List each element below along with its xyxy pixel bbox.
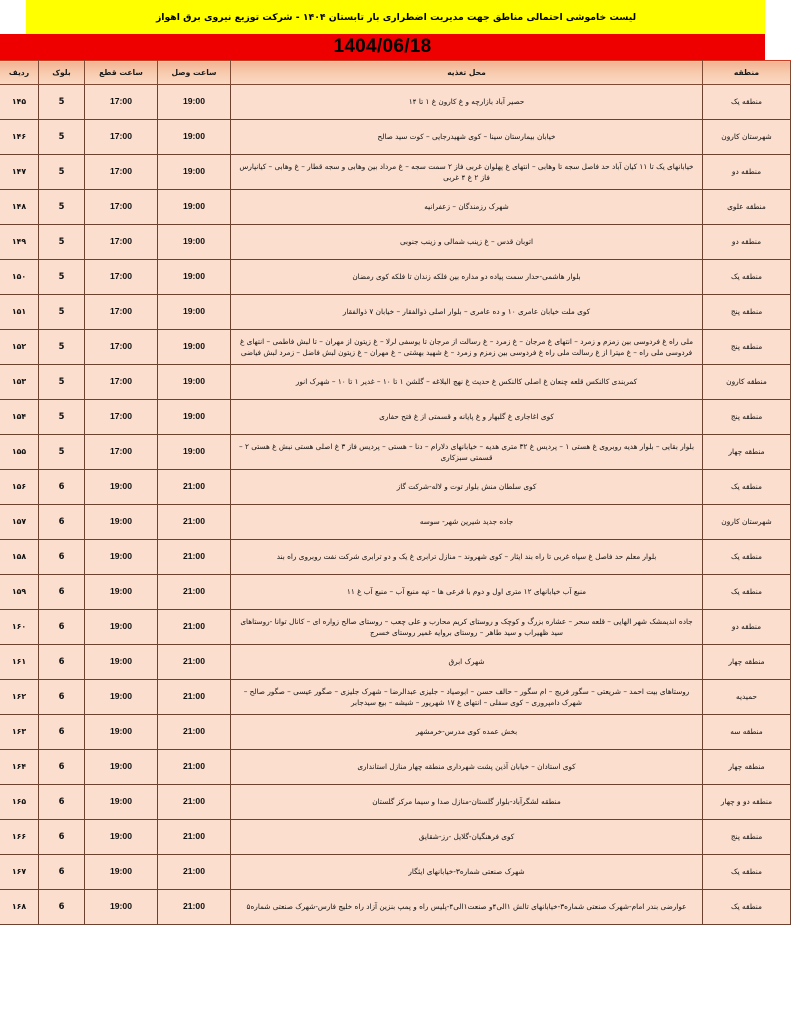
cell-restore: 21:00 — [158, 750, 231, 785]
outage-table — [0, 60, 791, 925]
table-row — [0, 610, 791, 645]
cell-restore: 21:00 — [158, 575, 231, 610]
cell-cut: 19:00 — [85, 540, 158, 575]
cell-block: 5 — [39, 190, 85, 225]
report-date: 1404/06/18 — [333, 36, 432, 57]
cell-restore: 21:00 — [158, 715, 231, 750]
cell-region: منطقه دو — [703, 225, 791, 260]
cell-rowidx: ۱۵۳ — [0, 365, 39, 400]
table-row — [0, 890, 791, 925]
table-row — [0, 85, 791, 120]
cell-block: 6 — [39, 470, 85, 505]
cell-rowidx: ۱۶۸ — [0, 890, 39, 925]
cell-rowidx: ۱۶۲ — [0, 680, 39, 715]
table-header-row — [0, 61, 791, 85]
cell-cut: 19:00 — [85, 855, 158, 890]
table-row — [0, 400, 791, 435]
table-row — [0, 715, 791, 750]
cell-place: کوی سلطان منش بلوار توت و لاله-شرکت گاز — [231, 470, 703, 505]
cell-place: بلوار بقایی – بلوار هدیه روبروی غ هستی ۱ – پردیس غ ۳۲ متری هدیه – خیابانهای دلارام – دنا – هستی – پردیس فاز ۳ غ اصلی هستی نبش غ هستی ۲ – قسمتی سبزکاری — [231, 435, 703, 470]
table-row — [0, 575, 791, 610]
table-row — [0, 120, 791, 155]
cell-place: شهرک رزمندگان – زعفرانیه — [231, 190, 703, 225]
cell-block: 5 — [39, 400, 85, 435]
cell-cut: 17:00 — [85, 435, 158, 470]
cell-cut: 19:00 — [85, 890, 158, 925]
table-row — [0, 260, 791, 295]
cell-place: خیابانهای یک تا ۱۱ کیان آباد حد فاصل سجه تا وهابی – انتهای غ پهلوان غربی فاز ۲ سمت سجه – غ مرداد بین وهابی و سجه قطار – غ وهابی – کیانپارس فاز ۲ غ ۴ غربی — [231, 155, 703, 190]
cell-place: بخش عمده کوی مدرس-خرمشهر — [231, 715, 703, 750]
cell-place: جاده اندیمشک شهر الهایی – قلعه سحر – عشاره بزرگ و کوچک و روستای کریم محارب و علی چعب – روستای صالح زواره ای – کانال توانا -روستاهای سید ظهیراب و سید طاهر – روستای بروایه غمیر روستای خسرج — [231, 610, 703, 645]
cell-cut: 17:00 — [85, 365, 158, 400]
cell-region: منطقه یک — [703, 540, 791, 575]
cell-region: منطقه کارون — [703, 365, 791, 400]
cell-block: 6 — [39, 505, 85, 540]
cell-place: منبع آب خیابانهای ۱۲ متری اول و دوم با فرعی ها – تپه منبع آب – منبع آب غ ۱۱ — [231, 575, 703, 610]
page-title: لیست خاموشی احتمالی مناطق جهت مدیریت اضطراری بار تابستان ۱۴۰۴ - شرکت توزیع نیروی برق اهواز — [155, 11, 637, 23]
table-row — [0, 505, 791, 540]
table-row — [0, 190, 791, 225]
cell-block: 5 — [39, 225, 85, 260]
cell-rowidx: ۱۴۷ — [0, 155, 39, 190]
cell-block: 6 — [39, 575, 85, 610]
cell-block: 6 — [39, 750, 85, 785]
cell-rowidx: ۱۴۶ — [0, 120, 39, 155]
cell-rowidx: ۱۵۴ — [0, 400, 39, 435]
cell-restore: 21:00 — [158, 785, 231, 820]
cell-restore: 19:00 — [158, 120, 231, 155]
cell-cut: 17:00 — [85, 190, 158, 225]
cell-block: 6 — [39, 785, 85, 820]
cell-block: 6 — [39, 715, 85, 750]
cell-restore: 19:00 — [158, 330, 231, 365]
cell-restore: 19:00 — [158, 155, 231, 190]
cell-place: بلوار هاشمی-حدار سمت پیاده دو مداره بین فلکه زندان تا فلکه کوی رمضان — [231, 260, 703, 295]
cell-region: منطقه یک — [703, 890, 791, 925]
cell-region: منطقه چهار — [703, 435, 791, 470]
cell-region: شهرستان کارون — [703, 505, 791, 540]
cell-cut: 19:00 — [85, 645, 158, 680]
cell-block: 5 — [39, 365, 85, 400]
cell-rowidx: ۱۶۶ — [0, 820, 39, 855]
cell-block: 5 — [39, 435, 85, 470]
cell-cut: 17:00 — [85, 85, 158, 120]
cell-cut: 19:00 — [85, 820, 158, 855]
cell-restore: 19:00 — [158, 225, 231, 260]
cell-rowidx: ۱۴۹ — [0, 225, 39, 260]
column-header-block[interactable]: بلوک — [39, 61, 85, 85]
cell-rowidx: ۱۴۵ — [0, 85, 39, 120]
cell-place: خیابان بیمارستان سینا – کوی شهیدرجایی – کوت سید صالح — [231, 120, 703, 155]
cell-region: منطقه دو — [703, 610, 791, 645]
cell-cut: 17:00 — [85, 225, 158, 260]
cell-block: 5 — [39, 295, 85, 330]
cell-cut: 17:00 — [85, 400, 158, 435]
cell-restore: 19:00 — [158, 400, 231, 435]
cell-restore: 19:00 — [158, 85, 231, 120]
cell-restore: 21:00 — [158, 540, 231, 575]
cell-place: ملی راه غ فردوسی بین زمزم و زمرد – انتهای غ مرجان – غ زمرد – غ رسالت از مرجان تا یوسفی لرلا – غ زیتون از مهران – تا لبش فاطمی – انتهای غ فردوسی ملی راه – غ میترا از غ رسالت ملی راه غ فردوسی بین زمزم و زمرد – غ شهید بهشتی – غ مهران – غ زیتون لبش فاضل – زمرد لبش فیاضی — [231, 330, 703, 365]
cell-rowidx: ۱۵۱ — [0, 295, 39, 330]
cell-rowidx: ۱۵۰ — [0, 260, 39, 295]
cell-rowidx: ۱۶۱ — [0, 645, 39, 680]
cell-place: کوی استادان – خیابان آذین پشت شهرداری منطقه چهار منازل استانداری — [231, 750, 703, 785]
table-row — [0, 820, 791, 855]
cell-restore: 21:00 — [158, 610, 231, 645]
cell-rowidx: ۱۶۴ — [0, 750, 39, 785]
cell-place: شهرک ابرق — [231, 645, 703, 680]
cell-region: منطقه پنج — [703, 330, 791, 365]
cell-block: 6 — [39, 610, 85, 645]
cell-rowidx: ۱۵۲ — [0, 330, 39, 365]
cell-rowidx: ۱۶۰ — [0, 610, 39, 645]
cell-place: کوی ملت خیابان عامری ۱۰ و ده عامری – بلوار اصلی ذوالفقار – خیابان ۷ ذوالفقار — [231, 295, 703, 330]
cell-rowidx: ۱۵۸ — [0, 540, 39, 575]
cell-rowidx: ۱۶۷ — [0, 855, 39, 890]
cell-region: منطقه پنج — [703, 820, 791, 855]
cell-restore: 19:00 — [158, 435, 231, 470]
table-header — [0, 61, 791, 85]
cell-cut: 17:00 — [85, 260, 158, 295]
cell-restore: 21:00 — [158, 855, 231, 890]
cell-cut: 19:00 — [85, 505, 158, 540]
cell-restore: 21:00 — [158, 470, 231, 505]
cell-place: روستاهای بیت احمد – شریعتی – سگور فریج – ام سگور – حالف حسن – ابوصیاد – جلیزی عبدالرضا – شهرک جلیزی – صگور عیسی – صگور صالح – شهرک دامپروری – کوی سفلی – انتهای غ ۱۷ شهریور – شیشه – بیع سیدجابر — [231, 680, 703, 715]
table-row — [0, 365, 791, 400]
cell-region: منطقه چهار — [703, 750, 791, 785]
cell-cut: 19:00 — [85, 610, 158, 645]
cell-place: جاده جدید شیرین شهر- سوسه — [231, 505, 703, 540]
cell-rowidx: ۱۶۳ — [0, 715, 39, 750]
cell-restore: 21:00 — [158, 505, 231, 540]
table-row — [0, 540, 791, 575]
cell-region: منطقه یک — [703, 855, 791, 890]
table-row — [0, 785, 791, 820]
table-row — [0, 680, 791, 715]
cell-cut: 17:00 — [85, 295, 158, 330]
cell-region: منطقه سه — [703, 715, 791, 750]
cell-block: 5 — [39, 260, 85, 295]
cell-rowidx: ۱۵۶ — [0, 470, 39, 505]
cell-block: 6 — [39, 820, 85, 855]
cell-cut: 19:00 — [85, 575, 158, 610]
cell-restore: 21:00 — [158, 680, 231, 715]
table-row — [0, 295, 791, 330]
cell-region: منطقه دو — [703, 155, 791, 190]
cell-place: عوارضی بندر امام-شهرک صنعتی شماره۳-خیابانهای تالش ۱الی۴و صنعت۱الی۴-پلیس راه و پمپ بنزین آزاد راه خلیج فارس-شهرک صنعتی شماره۵ — [231, 890, 703, 925]
cell-rowidx: ۱۵۷ — [0, 505, 39, 540]
column-header-region[interactable]: منطقه — [703, 61, 791, 85]
cell-region: شهرستان کارون — [703, 120, 791, 155]
cell-block: 5 — [39, 120, 85, 155]
cell-block: 6 — [39, 855, 85, 890]
cell-rowidx: ۱۴۸ — [0, 190, 39, 225]
table-row — [0, 750, 791, 785]
cell-cut: 19:00 — [85, 715, 158, 750]
cell-region: منطقه پنج — [703, 400, 791, 435]
cell-place: بلوار معلم حد فاصل غ سپاه غربی تا راه بند ایثار – کوی شهروند – منازل ترابری غ یک و دو ترابری شرکت نفت روبروی راه بند — [231, 540, 703, 575]
cell-restore: 19:00 — [158, 365, 231, 400]
cell-restore: 19:00 — [158, 190, 231, 225]
cell-block: 5 — [39, 330, 85, 365]
table-body — [0, 85, 791, 925]
column-header-restore[interactable]: ساعت وصل — [158, 61, 231, 85]
table-row — [0, 470, 791, 505]
cell-region: منطقه یک — [703, 575, 791, 610]
cell-cut: 19:00 — [85, 470, 158, 505]
cell-place: منطقه لشگرآباد-بلوار گلستان-منازل صدا و سیما مرکز گلستان — [231, 785, 703, 820]
cell-restore: 21:00 — [158, 890, 231, 925]
cell-block: 6 — [39, 540, 85, 575]
cell-place: کوی فرهنگیان-گلایل -رز-شقایق — [231, 820, 703, 855]
cell-block: 5 — [39, 155, 85, 190]
cell-cut: 19:00 — [85, 750, 158, 785]
cell-block: 5 — [39, 85, 85, 120]
cell-restore: 21:00 — [158, 820, 231, 855]
cell-region: منطقه پنج — [703, 295, 791, 330]
cell-restore: 19:00 — [158, 260, 231, 295]
cell-region: منطقه دو و چهار — [703, 785, 791, 820]
table-row — [0, 155, 791, 190]
cell-region: منطقه یک — [703, 260, 791, 295]
cell-region: حمیدیه — [703, 680, 791, 715]
cell-cut: 17:00 — [85, 330, 158, 365]
cell-block: 6 — [39, 680, 85, 715]
cell-rowidx: ۱۵۵ — [0, 435, 39, 470]
cell-place: شهرک صنعتی شماره۳-خیابانهای ایثگار — [231, 855, 703, 890]
table-row — [0, 435, 791, 470]
column-header-place[interactable]: محل تغذیه — [231, 61, 703, 85]
report-title-band — [26, 0, 765, 34]
report-date-band — [0, 34, 765, 60]
column-header-cut[interactable]: ساعت قطع — [85, 61, 158, 85]
cell-region: منطقه یک — [703, 470, 791, 505]
cell-cut: 17:00 — [85, 155, 158, 190]
cell-place: کوی اغاجاری غ گلبهار و غ پایانه و قسمتی از غ فتح حفاری — [231, 400, 703, 435]
table-row — [0, 855, 791, 890]
cell-region: منطقه چهار — [703, 645, 791, 680]
cell-cut: 19:00 — [85, 680, 158, 715]
cell-region: منطقه یک — [703, 85, 791, 120]
cell-cut: 17:00 — [85, 120, 158, 155]
cell-rowidx: ۱۵۹ — [0, 575, 39, 610]
cell-place: اتوبان قدس – غ زینب شمالی و زینب جنوبی — [231, 225, 703, 260]
cell-place: حصیر آباد بازارچه و غ کارون غ ۱ تا ۱۴ — [231, 85, 703, 120]
cell-block: 6 — [39, 645, 85, 680]
table-row — [0, 225, 791, 260]
cell-cut: 19:00 — [85, 785, 158, 820]
cell-place: کمربندی کالنکس قلعه چنعان غ اصلی کالنکس غ حدیث غ نهج البلاغه – گلشن ۱ تا ۱۰ – غدیر ۱ تا ۱۰ – شهرک انور — [231, 365, 703, 400]
column-header-rowidx[interactable]: ردیف — [0, 61, 39, 85]
cell-region: منطقه علوی — [703, 190, 791, 225]
table-row — [0, 645, 791, 680]
cell-restore: 21:00 — [158, 645, 231, 680]
cell-restore: 19:00 — [158, 295, 231, 330]
cell-block: 6 — [39, 890, 85, 925]
cell-rowidx: ۱۶۵ — [0, 785, 39, 820]
table-row — [0, 330, 791, 365]
